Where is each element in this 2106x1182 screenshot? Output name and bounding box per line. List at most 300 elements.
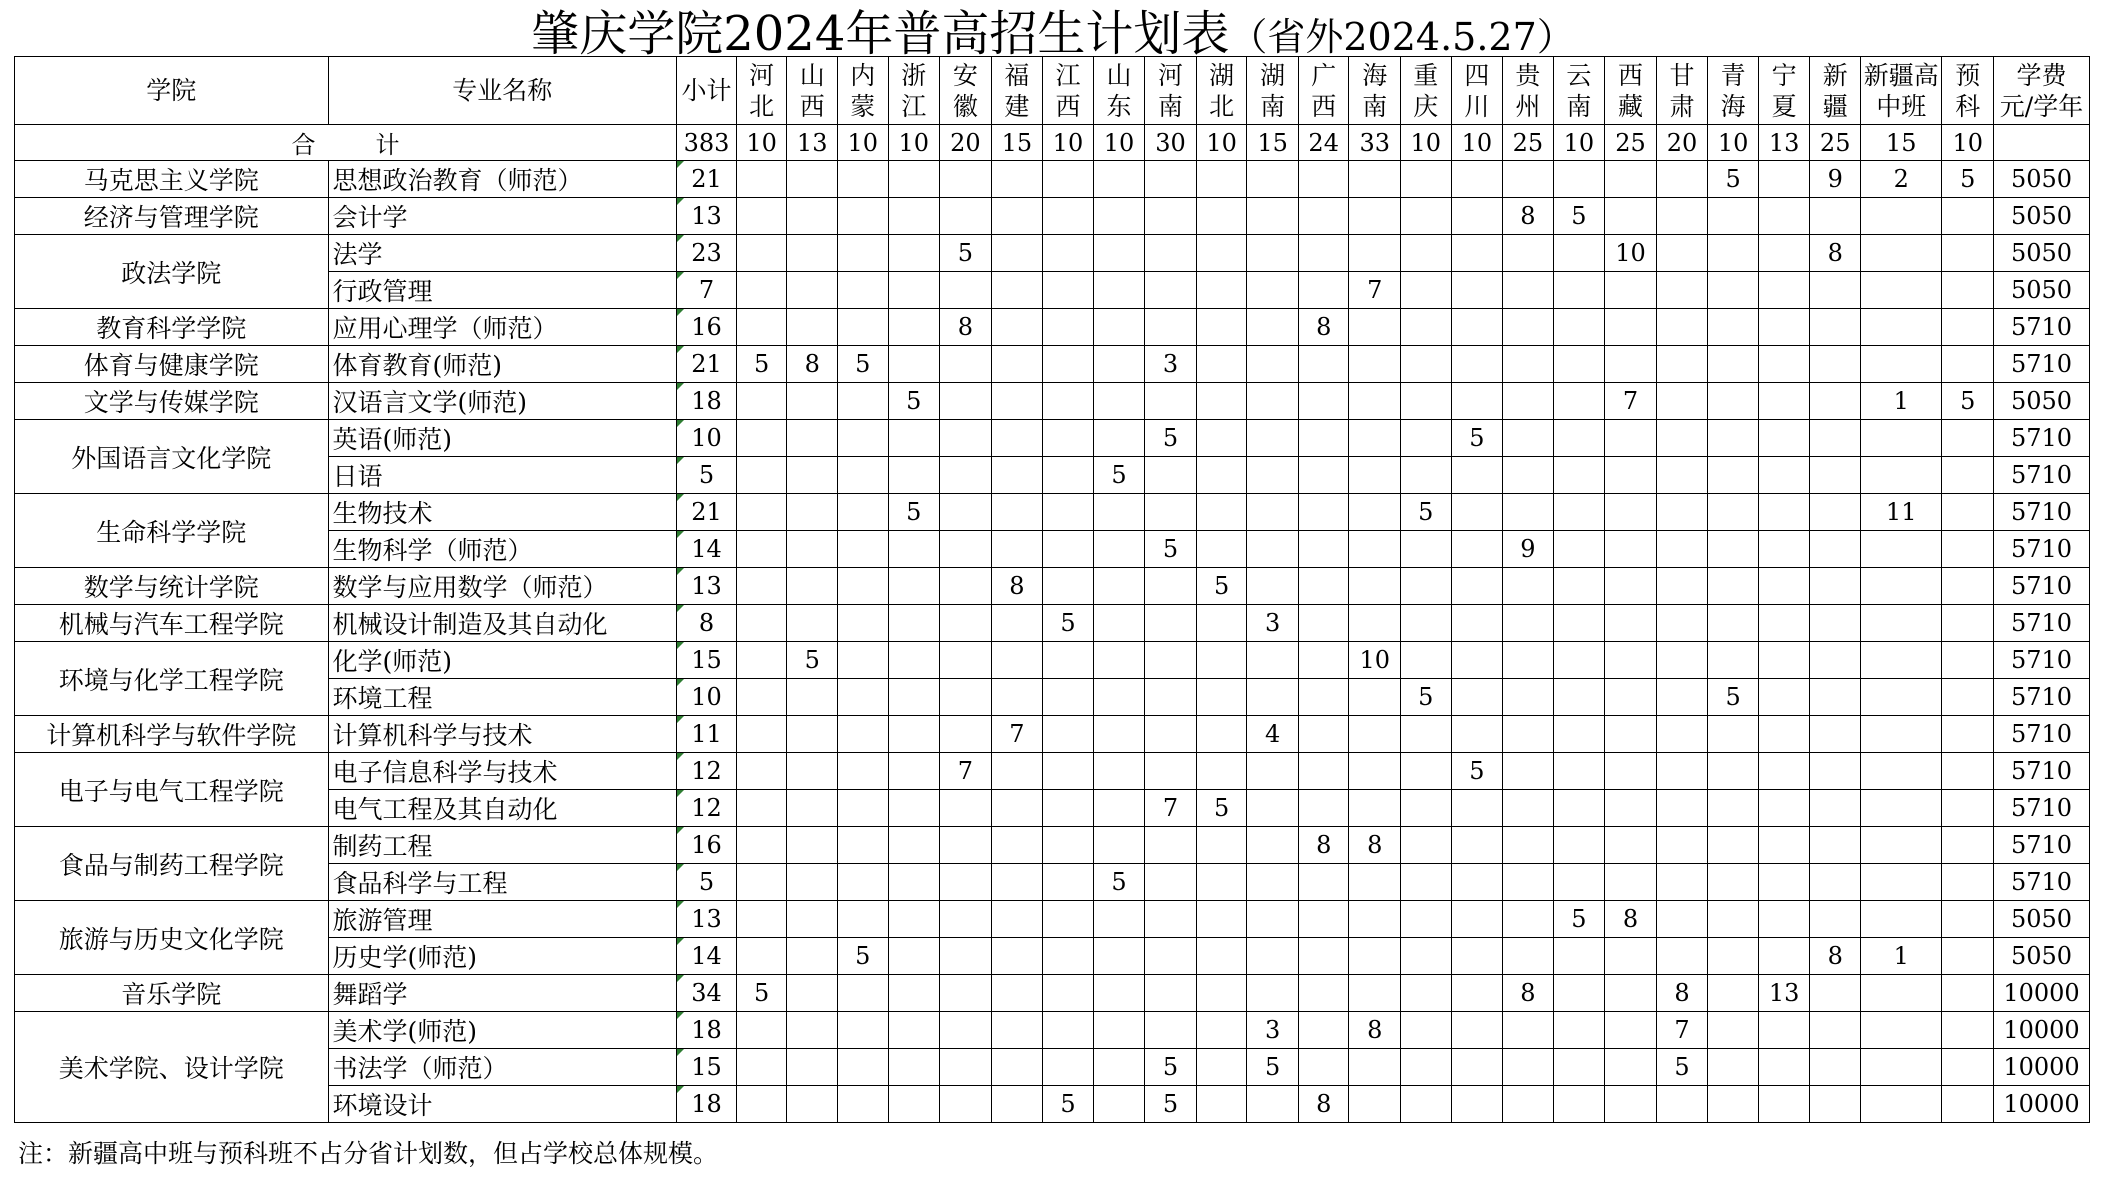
plan-cell [1145,457,1197,494]
row-fee: 5710 [1994,309,2090,346]
header-province [1349,57,1401,125]
plan-cell [1145,716,1197,753]
plan-cell [1758,420,1810,457]
plan-cell [1503,679,1554,716]
major-name: 生物科学（师范） [328,531,677,568]
plan-cell [787,198,838,235]
totals-cell: 25 [1503,125,1554,161]
plan-cell [1349,420,1401,457]
plan-cell [1758,901,1810,938]
plan-cell: 3 [1145,346,1197,383]
plan-cell [1503,827,1554,864]
header-province-part: 重 [1413,60,1439,90]
plan-cell [1605,790,1657,827]
plan-cell [1942,827,1994,864]
plan-cell [888,938,940,975]
table-row [15,568,2090,605]
plan-cell [1860,457,1941,494]
plan-cell [1196,346,1247,383]
plan-cell [1708,753,1759,790]
plan-cell [1860,790,1941,827]
plan-cell [940,975,992,1012]
plan-cell [1708,642,1759,679]
totals-cell: 10 [736,125,787,161]
college-name: 计算机科学与软件学院 [15,716,329,753]
plan-cell [736,457,787,494]
totals-cell: 15 [991,125,1043,161]
plan-cell [736,605,787,642]
plan-cell [1605,457,1657,494]
plan-cell [1247,753,1299,790]
plan-cell [1758,716,1810,753]
plan-cell [991,1049,1043,1086]
plan-cell [1553,346,1605,383]
plan-cell [1810,272,1861,309]
row-subtotal: 8 [677,605,737,642]
plan-cell [888,642,940,679]
plan-cell [1553,827,1605,864]
plan-cell [991,975,1043,1012]
college-name: 音乐学院 [15,975,329,1012]
plan-cell: 5 [1553,901,1605,938]
plan-cell [1605,309,1657,346]
plan-cell [1093,605,1145,642]
plan-cell [1247,346,1299,383]
major-name: 历史学(师范) [328,938,677,975]
plan-cell [736,864,787,901]
row-subtotal: 15 [677,1049,737,1086]
plan-cell [1196,753,1247,790]
plan-cell [940,198,992,235]
table-row [15,1012,2090,1049]
plan-cell [1043,383,1094,420]
plan-cell [1605,716,1657,753]
plan-cell [1503,1049,1554,1086]
plan-cell [1553,235,1605,272]
plan-cell [1605,753,1657,790]
plan-cell: 8 [1503,198,1554,235]
totals-cell: 10 [1942,125,1994,161]
plan-cell [940,161,992,198]
row-subtotal: 12 [677,790,737,827]
plan-cell [1298,161,1349,198]
header-row [15,57,2090,125]
plan-cell [1093,642,1145,679]
plan-cell [1708,309,1759,346]
plan-cell: 5 [888,494,940,531]
plan-cell [1247,864,1299,901]
plan-cell [837,198,888,235]
plan-cell [1656,790,1708,827]
plan-cell [1758,1086,1810,1123]
header-province-part: 中班 [1876,91,1927,121]
plan-cell: 2 [1860,161,1941,198]
plan-cell: 5 [1451,420,1503,457]
plan-cell [736,309,787,346]
plan-cell [1401,975,1452,1012]
plan-cell [1298,457,1349,494]
plan-cell [1708,1086,1759,1123]
plan-cell [1093,1012,1145,1049]
plan-cell [1942,309,1994,346]
plan-cell [1145,235,1197,272]
plan-cell: 5 [1708,679,1759,716]
plan-cell [1298,1049,1349,1086]
major-name: 日语 [328,457,677,494]
plan-cell [1656,568,1708,605]
plan-cell [1656,346,1708,383]
row-fee: 5050 [1994,383,2090,420]
plan-cell [1942,420,1994,457]
college-name: 教育科学学院 [15,309,329,346]
plan-cell [1093,309,1145,346]
plan-cell [1810,494,1861,531]
plan-cell [1349,864,1401,901]
plan-cell [1093,198,1145,235]
plan-cell [837,494,888,531]
plan-cell [1196,679,1247,716]
plan-cell [1401,1049,1452,1086]
plan-cell [1196,975,1247,1012]
footnote: 注：新疆高中班与预科班不占分省计划数，但占学校总体规模。 [18,1139,719,1168]
plan-cell [1043,309,1094,346]
plan-cell [1145,1012,1197,1049]
header-province [940,57,992,125]
plan-cell [991,864,1043,901]
plan-cell [1758,531,1810,568]
major-name: 行政管理 [328,272,677,309]
plan-cell: 5 [736,975,787,1012]
plan-cell [1605,827,1657,864]
major-name: 机械设计制造及其自动化 [328,605,677,642]
plan-cell [1656,938,1708,975]
row-fee: 10000 [1994,1049,2090,1086]
plan-cell [1553,605,1605,642]
totals-cell: 33 [1349,125,1401,161]
plan-cell [940,901,992,938]
plan-cell [1298,716,1349,753]
table-row [15,605,2090,642]
plan-cell [1503,716,1554,753]
table-row [15,975,2090,1012]
plan-cell [837,1086,888,1123]
plan-cell: 5 [1145,531,1197,568]
row-subtotal: 5 [677,864,737,901]
plan-cell [787,494,838,531]
header-province-part: 四 [1464,60,1490,90]
header-province-part: 山 [1106,60,1132,90]
plan-cell [1196,605,1247,642]
plan-cell [1708,235,1759,272]
plan-cell [837,383,888,420]
plan-cell [1553,938,1605,975]
plan-cell [1553,494,1605,531]
plan-cell [1758,457,1810,494]
plan-cell: 8 [1605,901,1657,938]
header-province [1451,57,1503,125]
plan-cell [888,346,940,383]
header-province [1145,57,1197,125]
plan-cell: 5 [787,642,838,679]
table-row [15,494,2090,531]
plan-cell [736,1049,787,1086]
plan-cell [940,568,992,605]
plan-cell [1810,198,1861,235]
plan-cell [1860,235,1941,272]
header-province [837,57,888,125]
row-subtotal: 18 [677,1012,737,1049]
plan-cell [1401,383,1452,420]
row-subtotal: 10 [677,679,737,716]
plan-cell [1451,716,1503,753]
plan-cell [1605,1012,1657,1049]
header-province [1860,57,1941,125]
plan-cell: 5 [1942,161,1994,198]
plan-cell [1093,494,1145,531]
plan-cell [1758,235,1810,272]
plan-cell [1043,1012,1094,1049]
header-province-part: 州 [1515,91,1541,121]
row-subtotal: 16 [677,827,737,864]
plan-cell [1758,161,1810,198]
plan-cell [837,1049,888,1086]
table-row [15,827,2090,864]
plan-cell [1810,790,1861,827]
plan-cell [991,346,1043,383]
plan-cell [1503,383,1554,420]
major-name: 汉语言文学(师范) [328,383,677,420]
totals-cell: 15 [1247,125,1299,161]
row-fee: 5710 [1994,420,2090,457]
header-province [1708,57,1759,125]
plan-cell [787,716,838,753]
plan-cell [736,938,787,975]
college-name: 机械与汽车工程学院 [15,605,329,642]
plan-cell [1758,346,1810,383]
plan-cell [1656,457,1708,494]
plan-cell [1349,198,1401,235]
plan-cell [1196,827,1247,864]
header-province-part: 湖 [1209,60,1235,90]
plan-cell [1401,1086,1452,1123]
totals-cell: 24 [1298,125,1349,161]
plan-cell [940,272,992,309]
row-subtotal: 7 [677,272,737,309]
plan-cell: 5 [1656,1049,1708,1086]
plan-cell [1942,494,1994,531]
plan-cell [1093,420,1145,457]
plan-cell [1145,161,1197,198]
plan-cell [787,753,838,790]
totals-cell: 20 [1656,125,1708,161]
plan-cell [940,531,992,568]
plan-cell [1860,568,1941,605]
plan-cell [1196,309,1247,346]
plan-cell [1656,272,1708,309]
plan-cell [1605,420,1657,457]
plan-cell [1093,161,1145,198]
plan-cell [1451,346,1503,383]
plan-cell [1810,309,1861,346]
header-province-part: 西 [1055,91,1081,121]
plan-cell [1942,938,1994,975]
row-fee: 5710 [1994,864,2090,901]
plan-cell [1942,1086,1994,1123]
plan-cell [1860,716,1941,753]
plan-cell: 9 [1503,531,1554,568]
header-province-part: 南 [1158,91,1184,121]
enrollment-plan-table [14,56,2090,1123]
plan-cell [1093,827,1145,864]
row-fee: 10000 [1994,1012,2090,1049]
plan-cell [1093,753,1145,790]
plan-cell [787,679,838,716]
plan-cell [1553,420,1605,457]
plan-cell [1093,790,1145,827]
header-province-part: 福 [1004,60,1030,90]
plan-cell [1043,901,1094,938]
totals-cell: 13 [1758,125,1810,161]
row-fee: 5050 [1994,235,2090,272]
plan-cell [1451,975,1503,1012]
plan-cell [1810,1086,1861,1123]
plan-cell [1145,272,1197,309]
plan-cell: 8 [1349,827,1401,864]
plan-cell [1247,1086,1299,1123]
plan-cell [787,272,838,309]
plan-cell [1553,1086,1605,1123]
plan-cell [1401,235,1452,272]
plan-cell [1349,1049,1401,1086]
plan-cell [1708,716,1759,753]
plan-cell [787,827,838,864]
plan-cell [1553,383,1605,420]
major-name: 旅游管理 [328,901,677,938]
row-subtotal: 10 [677,420,737,457]
plan-cell [1145,568,1197,605]
plan-cell [1708,420,1759,457]
plan-cell [940,938,992,975]
plan-cell [736,568,787,605]
header-province-part: 北 [1209,91,1235,121]
major-name: 电子信息科学与技术 [328,753,677,790]
plan-cell [991,938,1043,975]
plan-cell [1145,383,1197,420]
plan-cell [1605,494,1657,531]
plan-cell [1942,272,1994,309]
plan-cell [1401,642,1452,679]
plan-cell: 8 [787,346,838,383]
major-name: 化学(师范) [328,642,677,679]
plan-cell [837,679,888,716]
plan-cell [736,235,787,272]
plan-cell [736,790,787,827]
plan-cell [1451,161,1503,198]
plan-cell: 5 [1196,790,1247,827]
row-subtotal: 11 [677,716,737,753]
plan-cell [1196,198,1247,235]
plan-cell [991,198,1043,235]
plan-cell [1656,531,1708,568]
plan-cell [1553,1012,1605,1049]
plan-cell [1093,531,1145,568]
row-fee: 5050 [1994,198,2090,235]
plan-cell [1942,679,1994,716]
row-subtotal: 13 [677,901,737,938]
plan-cell [787,1049,838,1086]
plan-cell [1860,346,1941,383]
totals-subtotal: 383 [677,125,737,161]
plan-cell [1247,642,1299,679]
plan-cell: 8 [940,309,992,346]
header-province-part: 江 [1055,60,1081,90]
plan-cell [940,1086,992,1123]
plan-cell [1298,346,1349,383]
plan-cell [1093,272,1145,309]
plan-cell [1401,716,1452,753]
header-province-part: 藏 [1617,91,1643,121]
plan-cell [1758,827,1810,864]
plan-cell [1401,1012,1452,1049]
row-subtotal: 18 [677,1086,737,1123]
major-name: 美术学(师范) [328,1012,677,1049]
plan-cell [1451,864,1503,901]
plan-cell [787,975,838,1012]
plan-cell [1451,568,1503,605]
plan-cell [837,457,888,494]
totals-cell: 10 [888,125,940,161]
plan-cell [1860,901,1941,938]
plan-cell: 5 [940,235,992,272]
plan-cell [1145,938,1197,975]
plan-cell [736,901,787,938]
plan-cell: 5 [736,346,787,383]
plan-cell: 1 [1860,938,1941,975]
table-row [15,901,2090,938]
plan-cell [1451,235,1503,272]
plan-cell [1043,716,1094,753]
plan-cell [1860,1012,1941,1049]
plan-cell [940,790,992,827]
table-row [15,716,2090,753]
table-row [15,420,2090,457]
major-name: 食品科学与工程 [328,864,677,901]
major-name: 制药工程 [328,827,677,864]
table-row [15,753,2090,790]
plan-cell [1503,642,1554,679]
plan-cell [1401,753,1452,790]
plan-cell [1553,642,1605,679]
plan-cell: 5 [837,938,888,975]
plan-cell [1093,938,1145,975]
plan-cell [1451,1049,1503,1086]
plan-cell [1708,346,1759,383]
plan-cell [736,383,787,420]
plan-cell [1451,494,1503,531]
plan-cell [1810,716,1861,753]
plan-cell [736,198,787,235]
plan-cell [1758,383,1810,420]
plan-cell [940,827,992,864]
plan-cell [888,531,940,568]
plan-cell [1553,790,1605,827]
plan-cell [1942,1012,1994,1049]
plan-cell [1942,198,1994,235]
plan-cell: 5 [888,383,940,420]
header-province-part: 南 [1566,91,1592,121]
plan-cell [940,864,992,901]
plan-cell: 11 [1860,494,1941,531]
